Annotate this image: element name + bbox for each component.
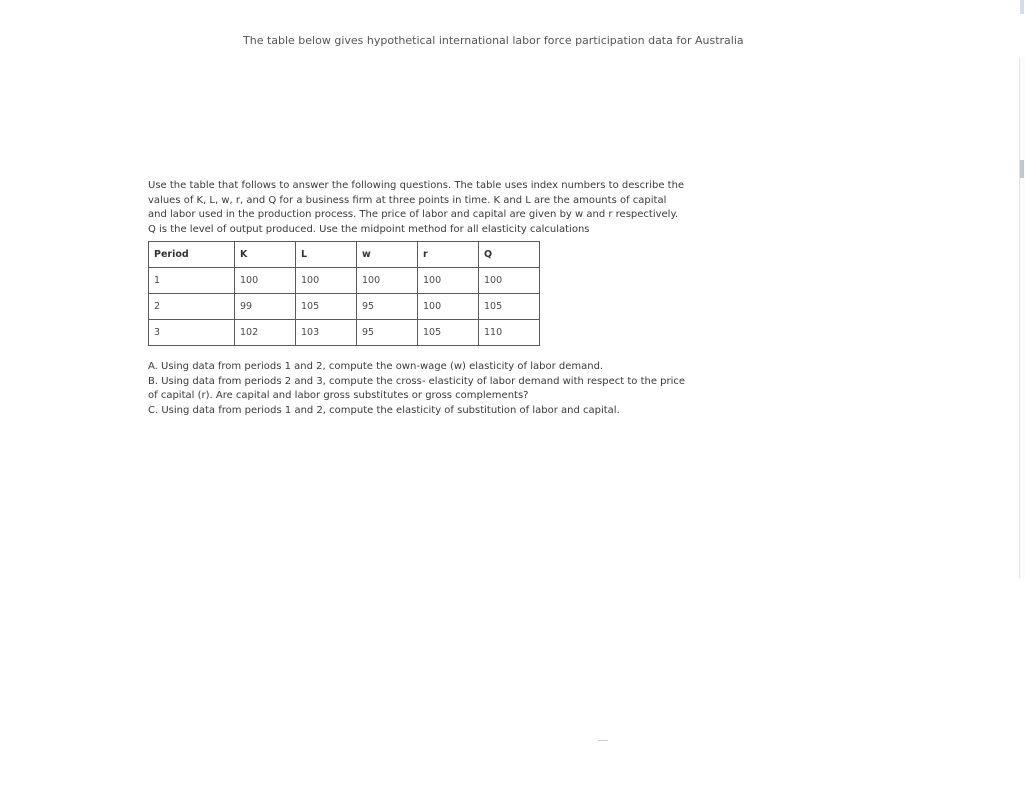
table-row — [149, 320, 540, 346]
table-cell: 100 — [418, 294, 479, 320]
clipped-heading: The table below gives hypothetical international labor force participation data for Australia — [243, 34, 744, 47]
table-cell: 100 — [235, 268, 296, 294]
table-cell: 103 — [296, 320, 357, 346]
header-k: K — [235, 242, 296, 268]
table-row — [149, 294, 540, 320]
table-row — [149, 268, 540, 294]
question-c: C. Using data from periods 1 and 2, compute the elasticity of substitution of labor and capital. — [148, 404, 620, 416]
data-table — [148, 241, 540, 346]
table-cell: 102 — [235, 320, 296, 346]
table-cell: 110 — [479, 320, 540, 346]
faint-divider — [598, 740, 608, 741]
header-q: Q — [479, 242, 540, 268]
table-cell: 105 — [479, 294, 540, 320]
table-cell: 99 — [235, 294, 296, 320]
header-r: r — [418, 242, 479, 268]
intro-paragraph: Use the table that follows to answer the following questions. The table uses index numbers to describe the values of K, L, w, r, and Q for a business firm at three points in time. K and L are the amounts of capital and labor used in the production process. The price of labor and capital are given by w and r respectively. Q is the level of output produced. Use the midpoint method for all elasticity calculations — [148, 180, 685, 235]
question-b: B. Using data from periods 2 and 3, compute the cross- elasticity of labor demand with respect to the price of capital (r). Are capital and labor gross substitutes or gross complements? — [148, 375, 686, 401]
questions-block — [148, 360, 688, 418]
table-header-row — [149, 242, 540, 268]
question-a: A. Using data from periods 1 and 2, compute the own-wage (w) elasticity of labor demand. — [148, 361, 604, 372]
table-cell: 1 — [149, 268, 235, 294]
table-cell: 95 — [357, 320, 418, 346]
table-cell: 2 — [149, 294, 235, 320]
header-period: Period — [149, 242, 235, 268]
header-l: L — [296, 242, 357, 268]
header-w: w — [357, 242, 418, 268]
table-cell: 95 — [357, 294, 418, 320]
scrollbar-track[interactable] — [1019, 58, 1025, 578]
table-cell: 100 — [357, 268, 418, 294]
scrollbar-thumb[interactable] — [1020, 160, 1024, 178]
scrollbar-top-segment[interactable] — [1020, 0, 1024, 14]
table-cell: 100 — [296, 268, 357, 294]
table-cell: 100 — [418, 268, 479, 294]
table-cell: 3 — [149, 320, 235, 346]
table-cell: 100 — [479, 268, 540, 294]
table-cell: 105 — [418, 320, 479, 346]
table-cell: 105 — [296, 294, 357, 320]
